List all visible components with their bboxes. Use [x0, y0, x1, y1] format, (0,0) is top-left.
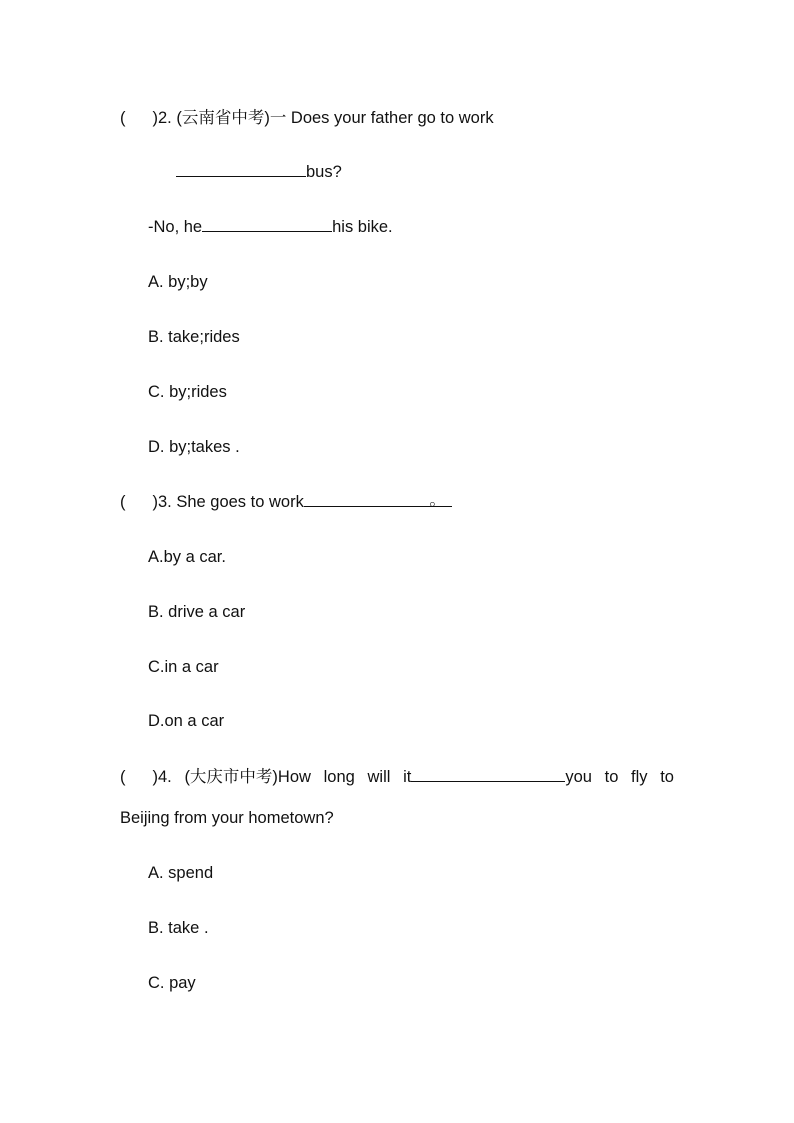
question-2-stem	[120, 108, 494, 128]
question-3-option-d: D.on a car	[148, 712, 225, 730]
question-3-option-b: B. drive a car	[148, 603, 246, 621]
fill-in-blank[interactable]	[411, 767, 565, 782]
question-2-option-a: A. by;by	[148, 273, 208, 291]
question-4-word: fly	[631, 768, 648, 786]
question-2-line-3	[148, 217, 393, 237]
fill-in-blank[interactable]	[304, 492, 452, 507]
question-2-line-2	[176, 162, 342, 182]
question-4-word: to	[604, 768, 619, 786]
question-4-word: to	[660, 768, 674, 786]
question-2-text: )2. (云南省中考)一 Does your father go to work	[152, 109, 494, 127]
question-2-option-c: C. by;rides	[148, 383, 227, 401]
question-2-option-d: D. by;takes .	[148, 438, 240, 456]
question-3-text: )3. She goes to work	[152, 493, 304, 511]
answer-paren-open: ( )4.	[120, 768, 172, 786]
question-3-option-a: A.by a car.	[148, 548, 226, 566]
fill-in-blank[interactable]	[202, 217, 332, 232]
question-4-stem	[120, 767, 674, 787]
question-2-line-3-end: his bike.	[332, 218, 393, 236]
answer-paren-open: (	[120, 493, 126, 511]
question-4-word: long	[323, 768, 355, 786]
question-4-option-a: A. spend	[148, 864, 214, 882]
fill-in-blank[interactable]	[176, 162, 306, 177]
question-3-option-c: C.in a car	[148, 658, 219, 676]
question-2-option-b: B. take;rides	[148, 328, 240, 346]
question-4-option-c: C. pay	[148, 974, 196, 992]
question-4-option-b: B. take .	[148, 919, 209, 937]
question-4-word: will	[367, 768, 391, 786]
period-mark: 。	[429, 491, 446, 509]
question-2-line-3-start: -No, he	[148, 218, 203, 236]
question-4-line-2: Beijing from your hometown?	[120, 809, 334, 827]
question-2-line-2-text: bus?	[306, 163, 342, 181]
answer-paren-open: (	[120, 109, 126, 127]
question-4-word-with-blank: it you	[403, 768, 592, 786]
question-4-word: (大庆市中考)How	[184, 768, 311, 786]
question-3-stem	[120, 492, 452, 512]
